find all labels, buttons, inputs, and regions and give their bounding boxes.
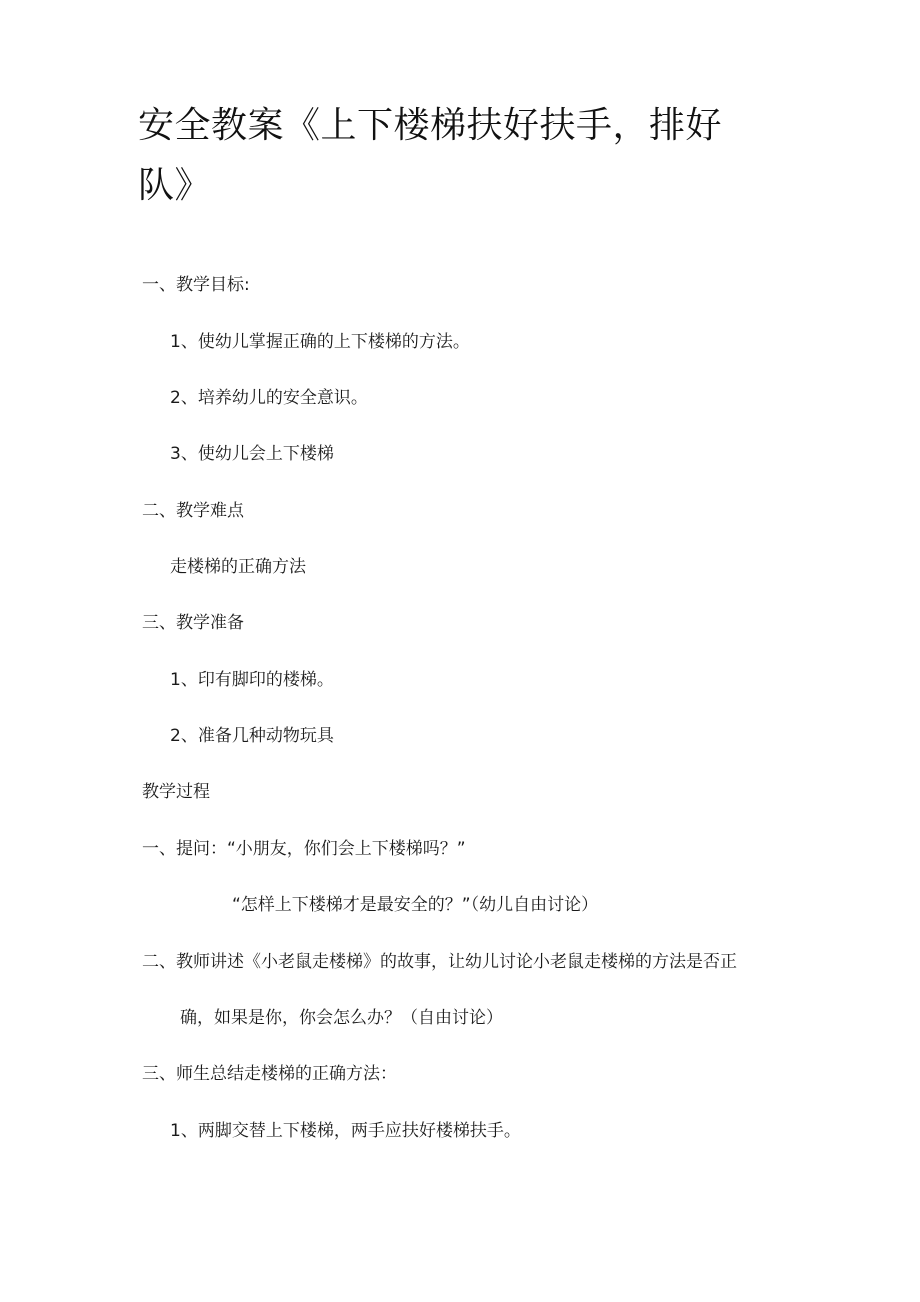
difficulty-text: 走楼梯的正确方法 <box>170 557 306 577</box>
process-step-2-continued: 确，如果是你，你会怎么办？（自由讨论） <box>180 1008 503 1028</box>
section-heading-objectives: 一、教学目标: <box>142 275 250 295</box>
process-step-2: 二、教师讲述《小老鼠走楼梯》的故事，让幼儿讨论小老鼠走楼梯的方法是否正 <box>142 952 737 972</box>
objective-item-1: 1、使幼儿掌握正确的上下楼梯的方法。 <box>170 332 470 352</box>
preparation-item-1: 1、印有脚印的楼梯。 <box>170 670 334 690</box>
document-title: 安全教案《上下楼梯扶好扶手，排好队》 <box>138 105 723 206</box>
section-heading-process: 教学过程 <box>142 782 210 802</box>
process-step-3: 三、师生总结走楼梯的正确方法： <box>142 1064 397 1084</box>
process-step-1: 一、提问：“小朋友，你们会上下楼梯吗？” <box>142 839 466 859</box>
section-heading-difficulty: 二、教学难点 <box>142 501 244 521</box>
objective-item-3: 3、使幼儿会上下楼梯 <box>170 444 334 464</box>
process-step-1-question: “怎样上下楼梯才是最安全的？”（幼儿自由讨论） <box>232 895 599 915</box>
preparation-item-2: 2、准备几种动物玩具 <box>170 726 334 746</box>
section-heading-preparation: 三、教学准备 <box>142 613 244 633</box>
objective-item-2: 2、培养幼儿的安全意识。 <box>170 388 368 408</box>
method-item-1: 1、两脚交替上下楼梯，两手应扶好楼梯扶手。 <box>170 1121 521 1141</box>
